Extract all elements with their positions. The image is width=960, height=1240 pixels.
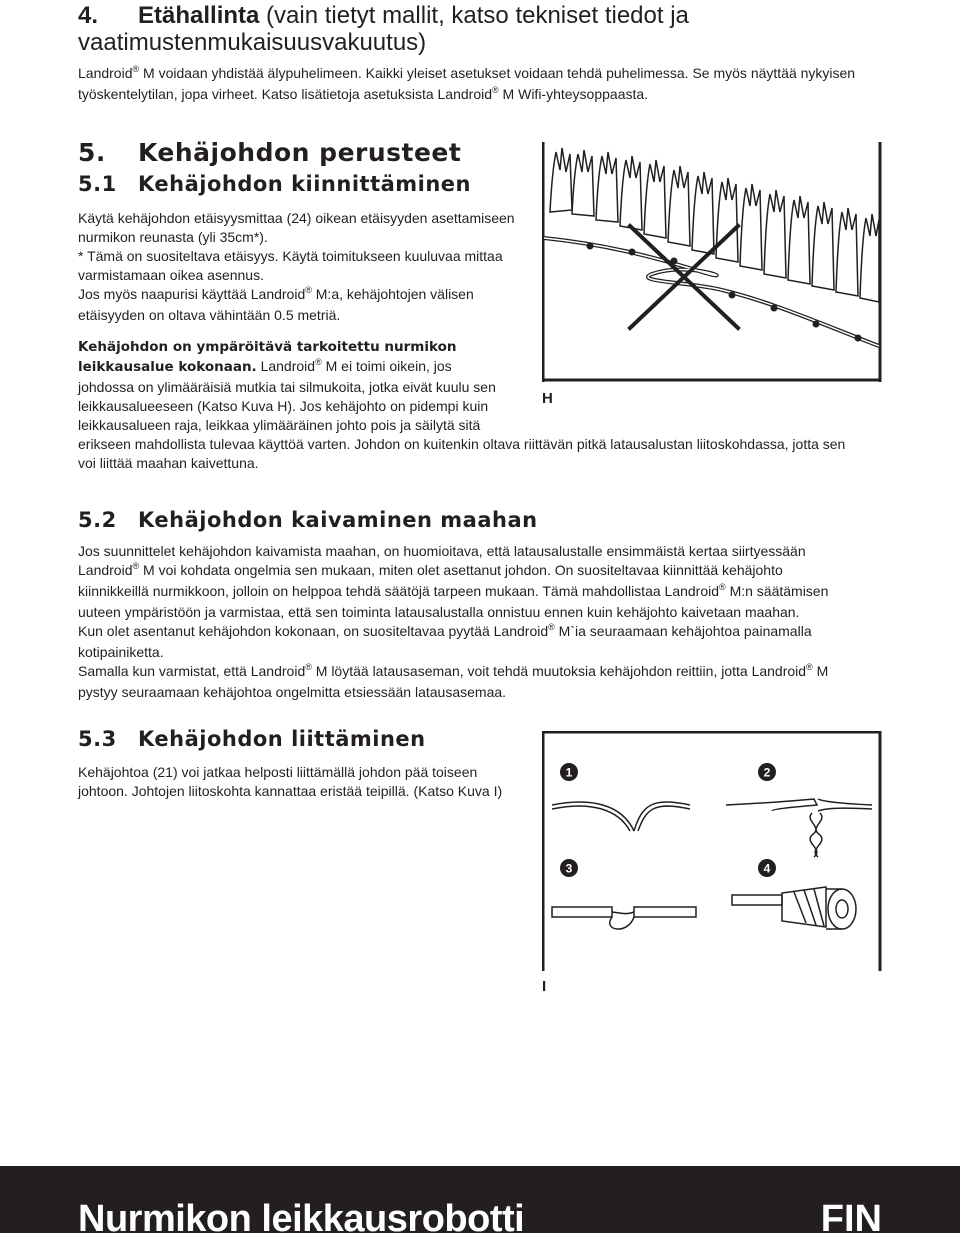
registered-mark: ® — [305, 285, 312, 295]
text-landroid: Landroid — [78, 65, 133, 81]
text-line: pystyy seuraamaan kehäjohtoa ongelmitta etsiessään latausasemaa. — [78, 684, 507, 700]
registered-mark: ® — [132, 64, 140, 74]
registered-mark: ® — [719, 582, 726, 592]
text-segment: Jos myös naapurisi käyttää Landroid — [78, 286, 306, 302]
text-line: nurmikon reunasta (yli 35cm*). — [78, 229, 268, 245]
text-segment: M`ia seuraamaan kehäjohtoa painamalla — [558, 623, 812, 639]
text-line: Kehäjohtoa (21) voi jatkaa helposti liittämällä johdon pää toiseen — [78, 764, 478, 780]
text-segment: M:n säätämisen — [729, 583, 829, 599]
text-line: erikseen mahdollista tulevaa käyttöä varten. Johdon on kuitenkin oltava riittävän pitkä latausalustan liitoskohdassa, jotta sen — [78, 436, 846, 452]
text-line: etäisyyden on oltava vähintään 0.5 metriä. — [78, 307, 341, 323]
section-5-3-heading — [78, 727, 426, 751]
section-5-2-paragraph — [78, 542, 938, 702]
section-5-2-heading — [78, 508, 538, 532]
footer-bar — [0, 1166, 960, 1240]
text-segment: Landroid — [256, 358, 316, 374]
text-line: * Tämä on suositeltava etäisyys. Käytä toimitukseen kuuluvaa mittaa — [78, 248, 503, 264]
step-4-label: 4 — [763, 861, 771, 876]
registered-mark: ® — [315, 357, 322, 367]
fence-wire-illustration — [542, 142, 882, 382]
section-5-1-number: 5.1 — [78, 172, 117, 196]
text-line: Jos suunnittelet kehäjohdon kaivamista maahan, on huomioitava, että latausalustalle ensimmäistä kertaa siirtyessään — [78, 543, 806, 559]
section-4-paragraph — [78, 64, 878, 106]
wire-splice-illustration — [542, 731, 882, 971]
text-segment: M ei toimi oikein, jos — [325, 358, 452, 374]
step-2-label: 2 — [763, 765, 771, 780]
step-1-label: 1 — [565, 765, 573, 780]
text-line: Käytä kehäjohdon etäisyysmittaa (24) oikean etäisyyden asettamiseen — [78, 210, 515, 226]
section-5-number: 5. — [78, 138, 106, 167]
text-line: johtoon. Johtojen liitoskohta kannattaa eristää teipillä. (Katso Kuva I) — [78, 783, 503, 799]
text-segment: M löytää latausaseman, voit tehdä muutoksia kehäjohdon reittiin, jotta Landroid — [315, 663, 807, 679]
text-segment: M voidaan yhdistää älypuhelimeen. Kaikki yleiset asetukset voidaan tehdä puhelimessa. Se myös näyttää nykyisen työskentelytilan, jopa virheet. Katso lisätietoja asetuksista Landroid — [78, 65, 856, 102]
text-segment: M Wifi-yhteysoppaasta. — [502, 86, 649, 102]
bold-line: leikkausalue kokonaan. — [78, 359, 257, 375]
text-segment: M — [816, 663, 829, 679]
step-3-label: 3 — [565, 861, 573, 876]
figure-i-label: I — [542, 978, 547, 995]
registered-mark: ® — [806, 662, 813, 672]
text-segment: kiinnikkeillä nurmikkoon, jolloin on helppoa tehdä säätöjä tarpeen mukaan. Tämä mahdollistaa Landroid — [78, 583, 720, 599]
section-5-2-title: Kehäjohdon kaivaminen maahan — [138, 508, 538, 532]
section-5-3-number: 5.3 — [78, 727, 117, 751]
section-5-1-paragraph-1 — [78, 209, 548, 325]
text-segment: Kun olet asentanut kehäjohdon kokonaan, on suositeltavaa pyytää Landroid — [78, 623, 549, 639]
text-line — [78, 285, 548, 306]
step-4-marker — [758, 859, 776, 877]
text-line: uuteen ympäristöön ja varmistaa, että sen toiminta latausalustalla onnistuu ennen kuin kehäjohto kaivetaan maahan. — [78, 604, 800, 620]
footer-language: FIN — [820, 1198, 882, 1240]
text-segment: Landroid — [78, 562, 133, 578]
bold-line: Kehäjohdon on ympäröitävä tarkoitettu nurmikon — [78, 339, 457, 355]
section-5-1-title: Kehäjohdon kiinnittäminen — [138, 172, 471, 196]
section-5-2-number: 5.2 — [78, 508, 117, 532]
figure-h-label: H — [542, 390, 553, 407]
section-5-3-title: Kehäjohdon liittäminen — [138, 727, 426, 751]
text-segment: M:a, kehäjohtojen välisen — [315, 286, 474, 302]
section-4-number: 4. — [78, 2, 99, 29]
footer-title: Nurmikon leikkausrobotti — [78, 1198, 525, 1240]
step-1-marker — [560, 763, 578, 781]
registered-mark: ® — [305, 662, 312, 672]
text-line: leikkausalueeseen (Katso Kuva H). Jos kehäjohto on pidempi kuin — [78, 398, 489, 414]
section-4-heading — [78, 2, 938, 56]
registered-mark: ® — [548, 622, 555, 632]
registered-mark: ® — [132, 561, 140, 571]
section-5-heading — [78, 138, 461, 167]
section-4-title-rest: (vain tietyt mallit, katso tekniset tiedot ja vaatimustenmukaisuusvakuutus) — [78, 2, 689, 56]
text-segment: Samalla kun varmistat, että Landroid — [78, 663, 306, 679]
text-line: voi liittää maahan kaivettuna. — [78, 455, 259, 471]
registered-mark: ® — [492, 85, 499, 95]
section-4-title-bold: Etähallinta — [138, 2, 260, 29]
section-5-1-heading — [78, 172, 471, 196]
text-line: kotipainiketta. — [78, 644, 164, 660]
figure-i — [542, 731, 882, 971]
text-line: varmistamaan oikea asennus. — [78, 267, 264, 283]
step-3-marker — [560, 859, 578, 877]
figure-h — [542, 142, 882, 382]
text-line: johdossa on ylimääräisiä mutkia tai silmukoita, jotka eivät kuulu sen — [78, 379, 496, 395]
section-5-title: Kehäjohdon perusteet — [138, 138, 462, 167]
section-5-3-paragraph — [78, 763, 538, 801]
text-segment: M voi kohdata ongelmia sen mukaan, miten olet asettanut johdon. On suositeltavaa kiinnittää kehäjohto — [143, 562, 783, 578]
text-line: leikkausalueen raja, leikkaa ylimääräinen johto pois ja säilytä sitä — [78, 417, 481, 433]
step-2-marker — [758, 763, 776, 781]
